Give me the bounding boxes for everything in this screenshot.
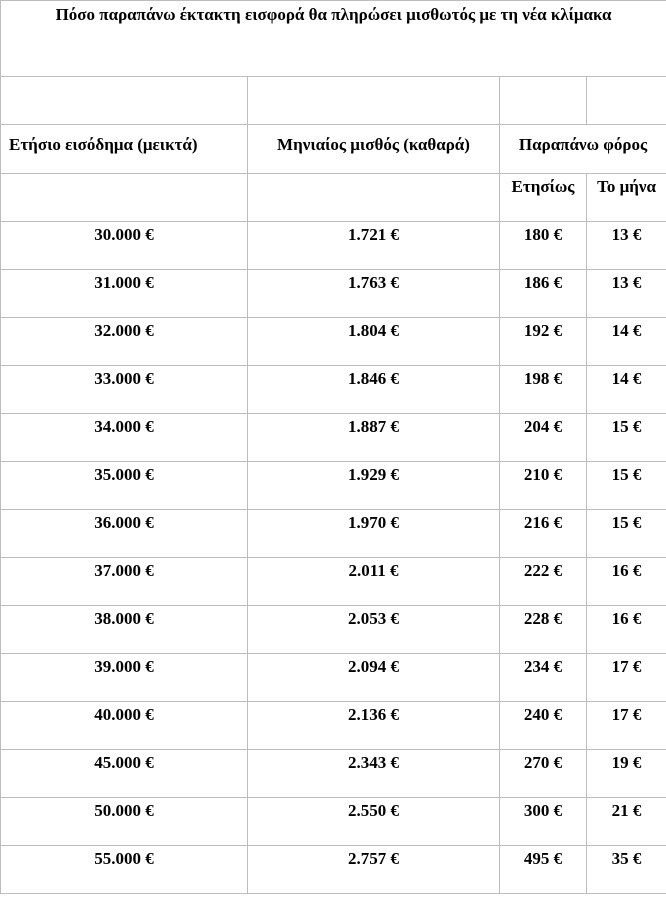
monthly-salary-value: 1.721 €	[348, 225, 399, 244]
annual-income-value: 39.000 €	[94, 657, 154, 676]
monthly-tax-value: 13 €	[611, 273, 642, 292]
monthly-salary-value-cell	[248, 846, 500, 894]
table-row	[1, 846, 666, 894]
monthly-tax-value: 14 €	[611, 321, 642, 340]
monthly-salary-value-cell	[248, 750, 500, 798]
monthly-salary-value-cell	[248, 462, 500, 510]
table-row	[1, 318, 666, 366]
annual-tax-value: 495 €	[523, 849, 563, 868]
annual-tax-value-cell	[500, 510, 587, 558]
annual-income-value-cell	[1, 558, 248, 606]
annual-tax-value: 186 €	[523, 273, 563, 292]
monthly-salary-value-cell	[248, 366, 500, 414]
annual-income-value: 34.000 €	[94, 417, 154, 436]
annual-tax-value-cell	[500, 222, 587, 270]
monthly-tax-value: 17 €	[611, 705, 642, 724]
header-row	[1, 125, 666, 174]
annual-income-value-cell	[1, 222, 248, 270]
monthly-salary-value-cell	[248, 270, 500, 318]
annual-tax-value-cell	[500, 702, 587, 750]
monthly-tax-value: 15 €	[611, 513, 642, 532]
subheader-annual-cell	[500, 174, 587, 222]
monthly-tax-value: 15 €	[611, 417, 642, 436]
annual-income-value-cell	[1, 414, 248, 462]
annual-tax-value: 240 €	[523, 705, 563, 724]
annual-income-value-cell	[1, 750, 248, 798]
monthly-salary-value-cell	[248, 318, 500, 366]
header-extra-tax: Παραπάνω φόρος	[518, 135, 648, 154]
monthly-tax-value: 13 €	[611, 225, 642, 244]
annual-income-value: 32.000 €	[94, 321, 154, 340]
monthly-tax-value-cell	[587, 462, 666, 510]
monthly-tax-value: 16 €	[611, 609, 642, 628]
subheader-monthly: Το μήνα	[597, 177, 656, 196]
monthly-salary-value: 1.763 €	[348, 273, 399, 292]
header-annual-income-cell	[1, 125, 248, 174]
annual-tax-value-cell	[500, 606, 587, 654]
annual-tax-value: 270 €	[523, 753, 563, 772]
annual-income-value-cell	[1, 654, 248, 702]
monthly-salary-value: 2.757 €	[348, 849, 399, 868]
monthly-tax-value-cell	[587, 798, 666, 846]
annual-income-value: 40.000 €	[94, 705, 154, 724]
subheader-annual: Ετησίως	[511, 177, 575, 196]
monthly-salary-value-cell	[248, 702, 500, 750]
header-annual-income: Ετήσιο εισόδημα (μεικτά)	[9, 135, 198, 154]
table-title-cell	[1, 1, 666, 77]
annual-income-value-cell	[1, 270, 248, 318]
monthly-tax-value-cell	[587, 702, 666, 750]
monthly-tax-value: 19 €	[611, 753, 642, 772]
annual-tax-value-cell	[500, 654, 587, 702]
annual-income-value-cell	[1, 366, 248, 414]
annual-tax-value: 204 €	[523, 417, 563, 436]
monthly-salary-value: 2.550 €	[348, 801, 399, 820]
annual-tax-value: 222 €	[523, 561, 563, 580]
monthly-tax-value: 15 €	[611, 465, 642, 484]
monthly-tax-value-cell	[587, 366, 666, 414]
monthly-tax-value: 14 €	[611, 369, 642, 388]
table-row	[1, 702, 666, 750]
annual-income-value-cell	[1, 462, 248, 510]
monthly-salary-value-cell	[248, 558, 500, 606]
annual-income-value-cell	[1, 798, 248, 846]
monthly-salary-value: 2.053 €	[348, 609, 399, 628]
annual-income-value: 38.000 €	[94, 609, 154, 628]
annual-tax-value: 300 €	[523, 801, 563, 820]
annual-income-value: 50.000 €	[94, 801, 154, 820]
empty-cell	[1, 77, 248, 125]
annual-income-value-cell	[1, 606, 248, 654]
annual-income-value: 45.000 €	[94, 753, 154, 772]
monthly-salary-value-cell	[248, 510, 500, 558]
annual-tax-value-cell	[500, 270, 587, 318]
table-row	[1, 510, 666, 558]
table-row	[1, 222, 666, 270]
annual-tax-value-cell	[500, 846, 587, 894]
table-row	[1, 270, 666, 318]
annual-tax-value-cell	[500, 318, 587, 366]
monthly-salary-value: 1.846 €	[348, 369, 399, 388]
empty-cell	[587, 77, 666, 125]
monthly-salary-value: 1.970 €	[348, 513, 399, 532]
monthly-salary-value: 2.094 €	[348, 657, 399, 676]
table-title: Πόσο παραπάνω έκτακτη εισφορά θα πληρώσει μισθωτός με τη νέα κλίμακα	[55, 5, 612, 24]
monthly-salary-value-cell	[248, 798, 500, 846]
empty-cell	[500, 77, 587, 125]
title-row	[1, 1, 666, 77]
annual-income-value: 31.000 €	[94, 273, 154, 292]
monthly-tax-value: 35 €	[611, 849, 642, 868]
subheader-row	[1, 174, 666, 222]
spacer-row	[1, 77, 666, 125]
annual-tax-value-cell	[500, 750, 587, 798]
monthly-salary-value: 2.343 €	[348, 753, 399, 772]
annual-income-value: 37.000 €	[94, 561, 154, 580]
table-row	[1, 558, 666, 606]
annual-tax-value: 234 €	[523, 657, 563, 676]
table-row	[1, 366, 666, 414]
monthly-tax-value-cell	[587, 318, 666, 366]
monthly-salary-value-cell	[248, 222, 500, 270]
annual-income-value-cell	[1, 846, 248, 894]
annual-tax-value-cell	[500, 366, 587, 414]
table-row	[1, 654, 666, 702]
monthly-salary-value-cell	[248, 654, 500, 702]
monthly-tax-value-cell	[587, 654, 666, 702]
annual-income-value: 35.000 €	[94, 465, 154, 484]
empty-cell	[248, 77, 500, 125]
table-row	[1, 462, 666, 510]
monthly-salary-value: 1.929 €	[348, 465, 399, 484]
subheader-monthly-cell	[587, 174, 666, 222]
table-row	[1, 750, 666, 798]
monthly-tax-value: 17 €	[611, 657, 642, 676]
monthly-salary-value-cell	[248, 414, 500, 462]
monthly-tax-value-cell	[587, 510, 666, 558]
annual-tax-value-cell	[500, 414, 587, 462]
monthly-salary-value: 2.136 €	[348, 705, 399, 724]
monthly-salary-value: 1.804 €	[348, 321, 399, 340]
annual-tax-value: 210 €	[523, 465, 563, 484]
annual-income-value-cell	[1, 702, 248, 750]
monthly-salary-value-cell	[248, 606, 500, 654]
monthly-tax-value: 21 €	[611, 801, 642, 820]
annual-tax-value: 192 €	[523, 321, 563, 340]
table-row	[1, 606, 666, 654]
annual-tax-value-cell	[500, 798, 587, 846]
monthly-tax-value-cell	[587, 222, 666, 270]
monthly-tax-value-cell	[587, 270, 666, 318]
annual-income-value-cell	[1, 510, 248, 558]
annual-income-value: 30.000 €	[94, 225, 154, 244]
annual-income-value: 36.000 €	[94, 513, 154, 532]
annual-tax-value: 198 €	[523, 369, 563, 388]
annual-income-value: 33.000 €	[94, 369, 154, 388]
monthly-tax-value-cell	[587, 414, 666, 462]
annual-tax-value: 216 €	[523, 513, 563, 532]
table-row	[1, 798, 666, 846]
empty-cell	[248, 174, 500, 222]
monthly-tax-value: 16 €	[611, 561, 642, 580]
monthly-tax-value-cell	[587, 558, 666, 606]
monthly-tax-value-cell	[587, 846, 666, 894]
annual-income-value-cell	[1, 318, 248, 366]
annual-tax-value: 180 €	[523, 225, 563, 244]
header-monthly-salary-cell	[248, 125, 500, 174]
header-monthly-salary: Μηνιαίος μισθός (καθαρά)	[277, 135, 470, 154]
monthly-salary-value: 1.887 €	[348, 417, 399, 436]
monthly-tax-value-cell	[587, 750, 666, 798]
empty-cell	[1, 174, 248, 222]
annual-tax-value: 228 €	[523, 609, 563, 628]
table-row	[1, 414, 666, 462]
annual-tax-value-cell	[500, 462, 587, 510]
annual-income-value: 55.000 €	[94, 849, 154, 868]
annual-tax-value-cell	[500, 558, 587, 606]
monthly-salary-value: 2.011 €	[348, 561, 399, 580]
monthly-tax-value-cell	[587, 606, 666, 654]
header-extra-tax-cell	[500, 125, 666, 174]
